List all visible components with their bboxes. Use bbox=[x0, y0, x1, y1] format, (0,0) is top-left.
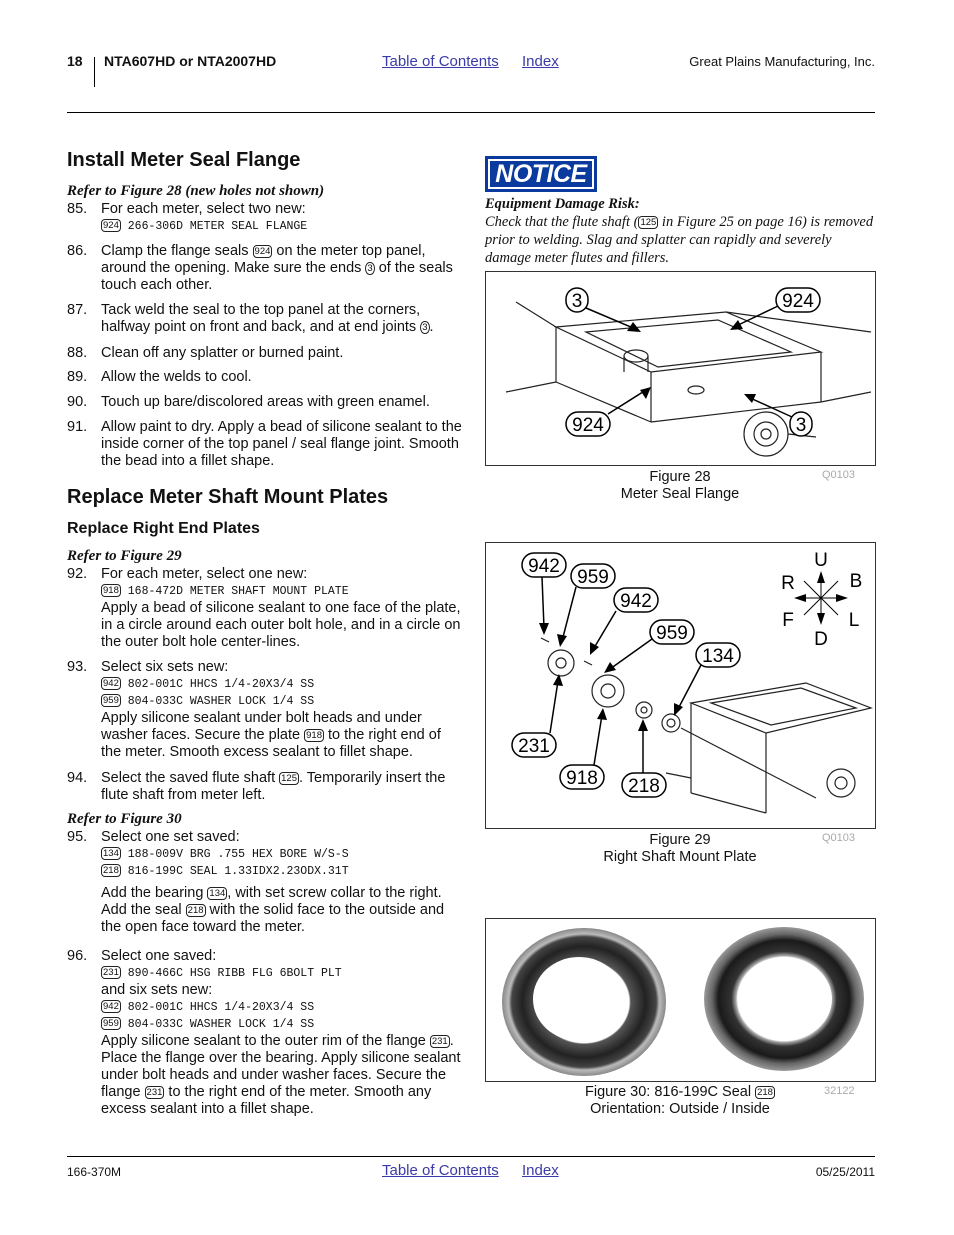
step-text: For each meter, select two new: bbox=[101, 201, 306, 217]
part-line bbox=[101, 965, 462, 982]
step-number: 85. bbox=[67, 201, 88, 217]
step-text: on the meter top panel, around the opening. Make sure the ends bbox=[101, 243, 426, 276]
step-body: Apply silicone sealant under bolt heads and under washer faces. Secure the plate bbox=[101, 710, 422, 743]
callout-959-b: 959 bbox=[656, 623, 688, 644]
step-number: 90. bbox=[67, 394, 88, 410]
figure-reference: Refer to Figure 28 (new holes not shown) bbox=[67, 183, 325, 199]
part-badge: 3 bbox=[367, 263, 373, 274]
part-badge: 218 bbox=[757, 1087, 773, 1098]
right-shaft-mount-drawing bbox=[486, 543, 875, 828]
part-badge: 918 bbox=[306, 730, 322, 741]
compass-front-label: F bbox=[782, 610, 794, 631]
step-number: 95. bbox=[67, 829, 88, 845]
step-text: . Temporarily insert the flute shaft from meter left. bbox=[101, 770, 446, 803]
doc-number: 166-370M bbox=[67, 1165, 122, 1179]
step-89 bbox=[67, 369, 462, 386]
section-title-install-seal: Install Meter Seal Flange bbox=[67, 149, 301, 171]
part-badge: 959 bbox=[103, 1018, 119, 1029]
risk-text-part: in Figure 25 on page 16) is removed prior to welding. Slag and splatter can rapidly and severely damage meter flutes and fillers. bbox=[485, 214, 874, 266]
step-number: 89. bbox=[67, 369, 88, 385]
part-badge: 3 bbox=[422, 322, 428, 333]
part-desc: 802-001C HHCS 1/4-20X3/4 SS bbox=[127, 678, 315, 691]
part-badge: 231 bbox=[146, 1087, 163, 1098]
callout-218: 218 bbox=[628, 776, 660, 797]
part-badge: 942 bbox=[103, 1001, 119, 1012]
compass-back-label: B bbox=[849, 571, 863, 592]
step-number: 88. bbox=[67, 345, 88, 361]
figure-caption-subtitle: Meter Seal Flange bbox=[620, 486, 740, 502]
callout-3-bottom: 3 bbox=[795, 415, 807, 436]
header-divider bbox=[94, 57, 95, 87]
figure-28-caption bbox=[585, 469, 775, 503]
step-text: For each meter, select one new: bbox=[101, 566, 308, 582]
step-text: of the seals touch each other. bbox=[101, 260, 453, 293]
callout-959-a: 959 bbox=[577, 567, 609, 588]
callout-942-b: 942 bbox=[620, 591, 652, 612]
step-text: Allow the welds to cool. bbox=[101, 369, 252, 385]
step-93 bbox=[67, 659, 462, 761]
model-title: NTA607HD or NTA2007HD bbox=[104, 53, 277, 69]
figure-caption-title: Figure 29 bbox=[649, 832, 711, 848]
seal-inside-bore bbox=[740, 958, 832, 1040]
footer-toc-link[interactable]: Table of Contents bbox=[382, 1162, 499, 1179]
step-text: Clamp the flange seals bbox=[101, 243, 253, 259]
step-number: 87. bbox=[67, 302, 88, 318]
step-number: 96. bbox=[67, 948, 88, 964]
callout-918: 918 bbox=[566, 768, 598, 789]
callout-924-bottom: 924 bbox=[572, 415, 604, 436]
figure-29-image bbox=[485, 542, 876, 829]
seal-photo bbox=[486, 919, 875, 1081]
part-badge: 942 bbox=[103, 678, 119, 689]
part-desc: 188-009V BRG .755 HEX BORE W/S-S bbox=[127, 848, 349, 861]
step-text: . bbox=[429, 319, 434, 335]
part-badge: 134 bbox=[209, 888, 226, 899]
risk-text-part: Check that the flute shaft ( bbox=[485, 214, 639, 230]
part-line bbox=[101, 999, 462, 1016]
step-91 bbox=[67, 419, 462, 470]
step-number: 94. bbox=[67, 770, 88, 786]
step-number: 92. bbox=[67, 566, 88, 582]
step-body: Add the bearing bbox=[101, 885, 208, 901]
figure-code: Q0103 bbox=[822, 469, 856, 481]
callout-942-a: 942 bbox=[528, 556, 560, 577]
step-94 bbox=[67, 770, 462, 804]
part-badge: 231 bbox=[431, 1036, 448, 1047]
figure-caption-subtitle: Orientation: Outside / Inside bbox=[590, 1101, 770, 1117]
part-desc: 802-001C HHCS 1/4-20X3/4 SS bbox=[127, 1001, 315, 1014]
compass-down-label: D bbox=[814, 629, 828, 650]
step-body: Apply a bead of silicone sealant to one face of the plate, in a circle around each outer bolt hole, and in a circle on the outer bolt hole center-lines. bbox=[101, 600, 461, 650]
part-desc: 804-033C WASHER LOCK 1/4 SS bbox=[127, 695, 315, 708]
step-text: Allow paint to dry. Apply a bead of silicone sealant to the inside corner of the top panel / seal flange joint. Smooth the bead into a fillet shape. bbox=[101, 419, 462, 469]
part-desc: 266-306D METER SEAL FLANGE bbox=[127, 220, 308, 233]
step-number: 93. bbox=[67, 659, 88, 675]
step-text: Clean off any splatter or burned paint. bbox=[101, 345, 344, 361]
step-text: and six sets new: bbox=[101, 982, 213, 998]
seal-outside-bore bbox=[533, 957, 625, 1041]
callout-231: 231 bbox=[518, 736, 550, 757]
footer-index-link[interactable]: Index bbox=[522, 1162, 559, 1179]
part-desc: 168-472D METER SHAFT MOUNT PLATE bbox=[127, 585, 349, 598]
header-rule bbox=[67, 112, 875, 113]
step-number: 86. bbox=[67, 243, 88, 259]
part-badge: 959 bbox=[103, 695, 119, 706]
part-line bbox=[101, 863, 462, 880]
section-title-replace-plates: Replace Meter Shaft Mount Plates bbox=[67, 486, 389, 508]
part-badge: 924 bbox=[254, 246, 271, 257]
company-name: Great Plains Manufacturing, Inc. bbox=[689, 54, 875, 69]
step-85 bbox=[67, 201, 462, 235]
notice-banner: NOTICE bbox=[485, 156, 597, 192]
risk-text bbox=[485, 213, 875, 267]
part-badge: 218 bbox=[187, 905, 204, 916]
figure-reference: Refer to Figure 30 bbox=[67, 811, 182, 827]
header-toc-link[interactable]: Table of Contents bbox=[382, 53, 499, 70]
doc-date: 05/25/2011 bbox=[815, 1165, 875, 1179]
part-desc: 804-033C WASHER LOCK 1/4 SS bbox=[127, 1018, 315, 1031]
step-90 bbox=[67, 394, 462, 411]
step-96 bbox=[67, 948, 462, 1118]
part-line bbox=[101, 583, 462, 600]
step-text: Select the saved flute shaft bbox=[101, 770, 280, 786]
figure-reference: Refer to Figure 29 bbox=[67, 548, 182, 564]
meter-seal-flange-drawing bbox=[486, 272, 875, 465]
page-number: 18 bbox=[67, 53, 83, 69]
step-95 bbox=[67, 829, 462, 936]
step-body: to the right end of the meter. Smooth any excess sealant into a fillet shape. bbox=[101, 1084, 432, 1117]
step-body: with the solid face to the outside and the open face toward the meter. bbox=[101, 902, 445, 935]
figure-29-caption bbox=[575, 832, 785, 866]
step-text: Tack weld the seal to the top panel at the corners, halfway point on front and back, and at end joints bbox=[101, 302, 421, 335]
step-text: Touch up bare/discolored areas with green enamel. bbox=[101, 394, 430, 410]
part-badge: 218 bbox=[103, 865, 119, 876]
step-number: 91. bbox=[67, 419, 88, 435]
part-badge: 125 bbox=[281, 773, 297, 784]
callout-group bbox=[512, 553, 740, 797]
compass-right-label: R bbox=[781, 573, 795, 594]
part-badge: 134 bbox=[103, 848, 119, 859]
step-88 bbox=[67, 345, 462, 362]
risk-title: Equipment Damage Risk: bbox=[485, 196, 640, 212]
part-desc: 890-466C HSG RIBB FLG 6BOLT PLT bbox=[127, 967, 342, 980]
figure-code: Q0103 bbox=[822, 832, 856, 844]
part-line bbox=[101, 693, 462, 710]
footer-rule bbox=[67, 1156, 875, 1157]
callout-924-top: 924 bbox=[782, 291, 814, 312]
compass-left-label: L bbox=[848, 610, 860, 631]
figure-caption-title: Figure 28 bbox=[649, 469, 711, 485]
part-desc: 816-199C SEAL 1.33IDX2.23ODX.31T bbox=[127, 865, 349, 878]
step-body: Apply silicone sealant to the outer rim of the flange bbox=[101, 1033, 430, 1049]
part-badge: 125 bbox=[640, 217, 657, 228]
figure-caption-subtitle: Right Shaft Mount Plate bbox=[603, 849, 757, 865]
step-body: . Place the flange over the bearing. Apply silicone sealant under bolt heads and under washer faces. Secure the flange bbox=[101, 1033, 461, 1100]
part-badge: 918 bbox=[103, 585, 119, 596]
step-text: Select six sets new: bbox=[101, 659, 229, 675]
step-87 bbox=[67, 302, 462, 336]
direction-compass bbox=[781, 550, 862, 650]
callout-134: 134 bbox=[702, 646, 734, 667]
header-index-link[interactable]: Index bbox=[522, 53, 559, 70]
callout-group bbox=[566, 288, 820, 436]
part-line bbox=[101, 1016, 462, 1033]
figure-28-image bbox=[485, 271, 876, 466]
step-body: , with set screw collar to the right. Add the seal bbox=[101, 885, 442, 918]
figure-code: 32122 bbox=[824, 1085, 855, 1097]
callout-3-top: 3 bbox=[571, 291, 583, 312]
step-86 bbox=[67, 243, 462, 294]
step-body: to the right end of the meter. Smooth excess sealant to fillet shape. bbox=[101, 727, 441, 760]
compass-up-label: U bbox=[814, 550, 828, 571]
subsection-title: Replace Right End Plates bbox=[67, 520, 260, 537]
part-line bbox=[101, 846, 462, 863]
part-line bbox=[101, 218, 462, 235]
step-92 bbox=[67, 566, 462, 651]
step-text: Select one saved: bbox=[101, 948, 217, 964]
part-badge: 231 bbox=[103, 967, 119, 978]
figure-caption-title: Figure 30: 816-199C Seal bbox=[585, 1084, 756, 1100]
figure-30-image bbox=[485, 918, 876, 1082]
part-line bbox=[101, 676, 462, 693]
step-text: Select one set saved: bbox=[101, 829, 240, 845]
figure-30-caption bbox=[555, 1084, 805, 1118]
part-badge: 924 bbox=[103, 220, 119, 231]
